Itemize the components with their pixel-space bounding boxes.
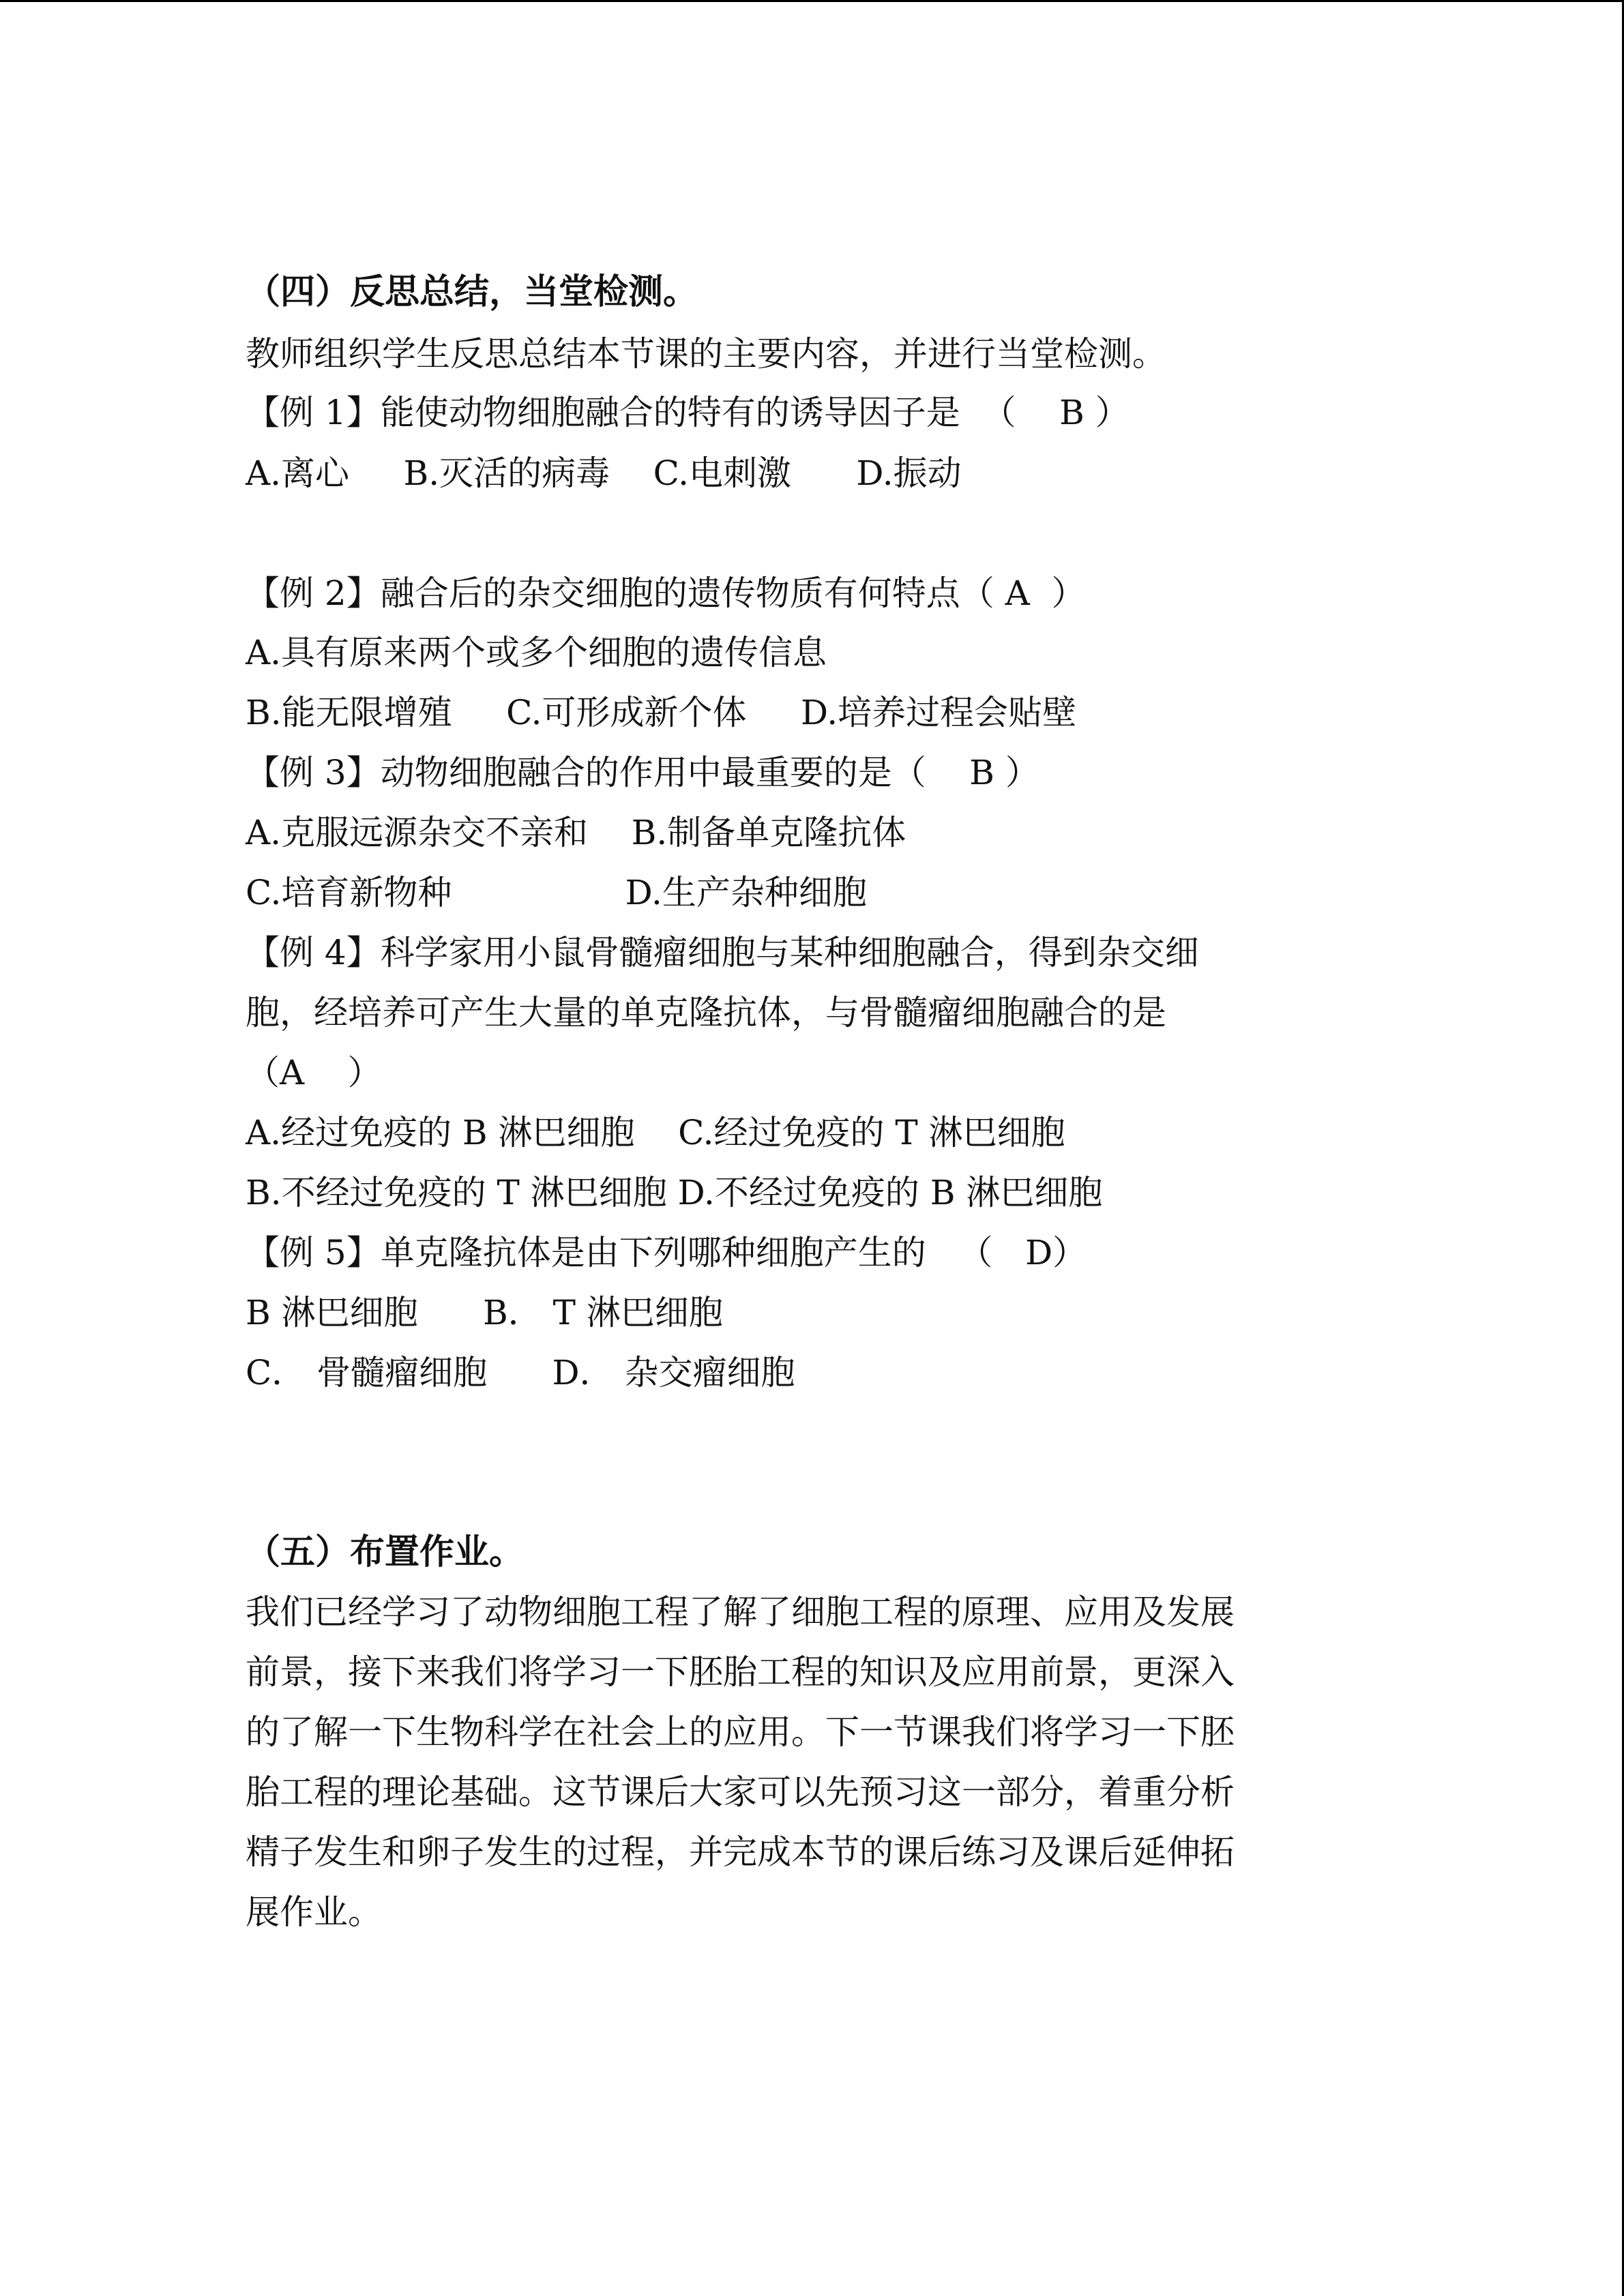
section5-paragraph-line: 展作业。: [246, 1892, 382, 1932]
q2-option-a: A.具有原来两个或多个细胞的遗传信息: [246, 633, 827, 672]
q4-options-bd: B.不经过免疫的 T 淋巴细胞 D.不经过免疫的 B 淋巴细胞: [246, 1173, 1103, 1212]
q2-options-bcd: B.能无限增殖 C.可形成新个体 D.培养过程会贴壁: [246, 693, 1077, 732]
q4-answer: （A ）: [246, 1053, 382, 1092]
q3-options-ab: A.克服远源杂交不亲和 B.制备单克隆抗体: [246, 813, 906, 852]
q3-options-cd: C.培育新物种 D.生产杂种细胞: [246, 873, 867, 912]
q4-stem-line1: 【例 4】科学家用小鼠骨髓瘤细胞与某种细胞融合，得到杂交细: [246, 933, 1199, 972]
section5-paragraph-line: 精子发生和卵子发生的过程，并完成本节的课后练习及课后延伸拓: [246, 1832, 1235, 1872]
q4-options-ac: A.经过免疫的 B 淋巴细胞 C.经过免疫的 T 淋巴细胞: [246, 1113, 1065, 1152]
q2-stem: 【例 2】融合后的杂交细胞的遗传物质有何特点（ A ）: [246, 573, 1086, 613]
q5-options-cd: C． 骨髓瘤细胞 D． 杂交瘤细胞: [246, 1353, 795, 1392]
q1-stem: 【例 1】能使动物细胞融合的特有的诱导因子是 （ B ）: [246, 393, 1130, 432]
section4-heading: （四）反思总结，当堂检测。: [246, 272, 698, 312]
section5-paragraph-line: 胎工程的理论基础。这节课后大家可以先预习这一部分，着重分析: [246, 1772, 1235, 1812]
q1-options: A.离心 B.灭活的病毒 C.电刺激 D.振动: [246, 453, 962, 493]
q4-stem-line2: 胞，经培养可产生大量的单克隆抗体，与骨髓瘤细胞融合的是: [246, 993, 1166, 1032]
q5-stem: 【例 5】单克隆抗体是由下列哪种细胞产生的 （ D）: [246, 1233, 1087, 1272]
section5-heading: （五）布置作业。: [246, 1532, 525, 1572]
section5-paragraph-line: 的了解一下生物科学在社会上的应用。下一节课我们将学习一下胚: [246, 1712, 1235, 1752]
section5-paragraph-line: 我们已经学习了动物细胞工程了解了细胞工程的原理、应用及发展: [246, 1592, 1235, 1632]
section4-intro: 教师组织学生反思总结本节课的主要内容，并进行当堂检测。: [246, 334, 1166, 374]
section5-paragraph-line: 前景，接下来我们将学习一下胚胎工程的知识及应用前景，更深入: [246, 1652, 1235, 1692]
q3-stem: 【例 3】动物细胞融合的作用中最重要的是（ B ）: [246, 753, 1039, 792]
q5-options-ab: B 淋巴细胞 B． T 淋巴细胞: [246, 1293, 723, 1332]
